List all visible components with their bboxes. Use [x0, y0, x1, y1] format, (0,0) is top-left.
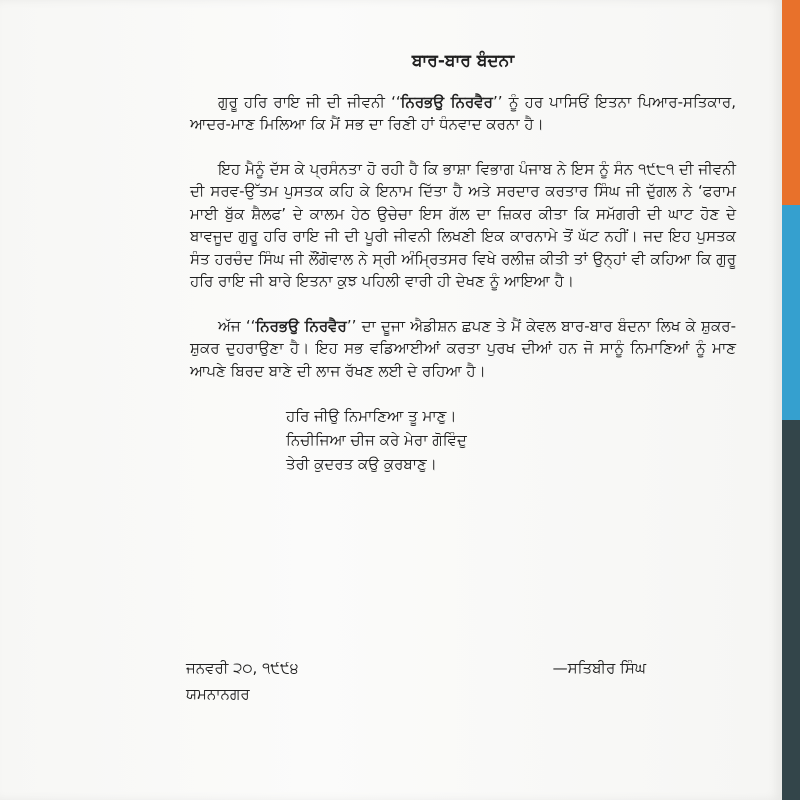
place: ਯਮਨਾਨਗਰ [186, 685, 250, 703]
paragraph-3-start: ਅੱਜ ‘‘ [218, 316, 256, 335]
sign-off [186, 655, 646, 707]
paragraph-3 [190, 315, 736, 383]
paragraph-1-end: ’’ ਨੂੰ ਹਰ ਪਾਸਿਓਂ ਇਤਨਾ ਪਿਆਰ-ਸਤਿਕਾਰ, ਆਦਰ-ਮਾਣ ਮਿਲਿਆ ਕਿ ਮੈਂ ਸਭ ਦਾ ਰਿਣੀ ਹਾਂ ਧੰਨਵਾਦ ਕਰਨਾ ਹੈ। [190, 92, 736, 133]
cover-dark-band [782, 420, 800, 800]
verse-line: ਤੇਰੀ ਕੁਦਰਤ ਕਉ ਕੁਰਬਾਣੁ। [286, 455, 437, 473]
paragraph-3-end: ’’ ਦਾ ਦੂਜਾ ਐਡੀਸ਼ਨ ਛਪਣ ਤੇ ਮੈਂ ਕੇਵਲ ਬਾਰ-ਬਾਰ ਬੰਦਨਾ ਲਿਖ ਕੇ ਸ਼ੁਕਰ-ਸ਼ੁਕਰ ਦੁਹਰਾਉਣਾ ਹੈ। ਇਹ ਸਭ ਵਡਿਆਈਆਂ ਕਰਤਾ ਪੁਰਖ ਦੀਆਂ ਹਨ ਜੋ ਸਾਨੂੰ ਨਿਮਾਣਿਆਂ ਨੂੰ ਮਾਣ ਆਪਣੇ ਬਿਰਦ ਬਾਣੇ ਦੀ ਲਾਜ ਰੱਖਣ ਲਈ ਦੇ ਰਹਿਆ ਹੈ। [190, 316, 736, 380]
book-title-bold: ਨਿਰਭਉ ਨਿਰਵੈਰ [255, 316, 347, 335]
date: ਜਨਵਰੀ ੨੦, ੧੯੯੪ [186, 659, 299, 677]
paragraph-2: ਇਹ ਮੈਨੂੰ ਦੱਸ ਕੇ ਪ੍ਰਸੰਨਤਾ ਹੋ ਰਹੀ ਹੈ ਕਿ ਭਾਸ਼ਾ ਵਿਭਾਗ ਪੰਜਾਬ ਨੇ ਇਸ ਨੂੰ ਸੰਨ ੧੯੮੧ ਦੀ ਜੀਵਨੀ ਦੀ ਸਰਵ-ਉੱਤਮ ਪੁਸਤਕ ਕਹਿ ਕੇ ਇਨਾਮ ਦਿੱਤਾ ਹੈ ਅਤੇ ਸਰਦਾਰ ਕਰਤਾਰ ਸਿੰਘ ਜੀ ਦੁੱਗਲ ਨੇ ‘ਫਰਾਮ ਮਾਈ ਬੁੱਕ ਸ਼ੈਲਫ’ ਦੇ ਕਾਲਮ ਹੇਠ ਉਚੇਚਾ ਇਸ ਗੱਲ ਦਾ ਜ਼ਿਕਰ ਕੀਤਾ ਕਿ ਸਮੱਗਰੀ ਦੀ ਘਾਟ ਹੋਣ ਦੇ ਬਾਵਜੂਦ ਗੁਰੂ ਹਰਿ ਰਾਇ ਜੀ ਦੀ ਪੂਰੀ ਜੀਵਨੀ ਲਿਖਣੀ ਇਕ ਕਾਰਨਾਮੇ ਤੋਂ ਘੱਟ ਨਹੀਂ। ਜਦ ਇਹ ਪੁਸਤਕ ਸੰਤ ਹਰਚੰਦ ਸਿੰਘ ਜੀ ਲੌਂਗੋਵਾਲ ਨੇ ਸ੍ਰੀ ਅੰਮ੍ਰਿਤਸਰ ਵਿਖੇ ਰਲੀਜ਼ ਕੀਤੀ ਤਾਂ ਉਨ੍ਹਾਂ ਵੀ ਕਹਿਆ ਕਿ ਗੁਰੂ ਹਰਿ ਰਾਇ ਜੀ ਬਾਰੇ ਇਤਨਾ ਕੁਝ ਪਹਿਲੀ ਵਾਰੀ ਹੀ ਦੇਖਣ ਨੂੰ ਆਇਆ ਹੈ। [190, 159, 736, 290]
book-cover-edge [782, 0, 800, 800]
cover-blue-band [782, 205, 800, 420]
cover-orange-band [782, 0, 800, 205]
paragraph-1 [190, 91, 736, 136]
page-title: ਬਾਰ-ਬਾਰ ਬੰਦਨਾ [411, 51, 515, 71]
book-title-bold: ਨਿਰਭਉ ਨਿਰਵੈਰ [400, 92, 493, 111]
signature: —ਸਤਿਬੀਰ ਸਿੰਘ [552, 659, 646, 677]
page-text [190, 50, 736, 476]
verse-block [286, 404, 736, 476]
verse-line: ਹਰਿ ਜੀਉ ਨਿਮਾਣਿਆ ਤੂ ਮਾਣੁ। [286, 407, 457, 425]
verse-line: ਨਿਚੀਜਿਆ ਚੀਜ ਕਰੇ ਮੇਰਾ ਗੋਵਿੰਦੁ [286, 431, 467, 449]
date-signature-row [186, 655, 646, 681]
paragraph-1-start: ਗੁਰੂ ਹਰਿ ਰਾਇ ਜੀ ਦੀ ਜੀਵਨੀ ‘‘ [218, 92, 401, 111]
